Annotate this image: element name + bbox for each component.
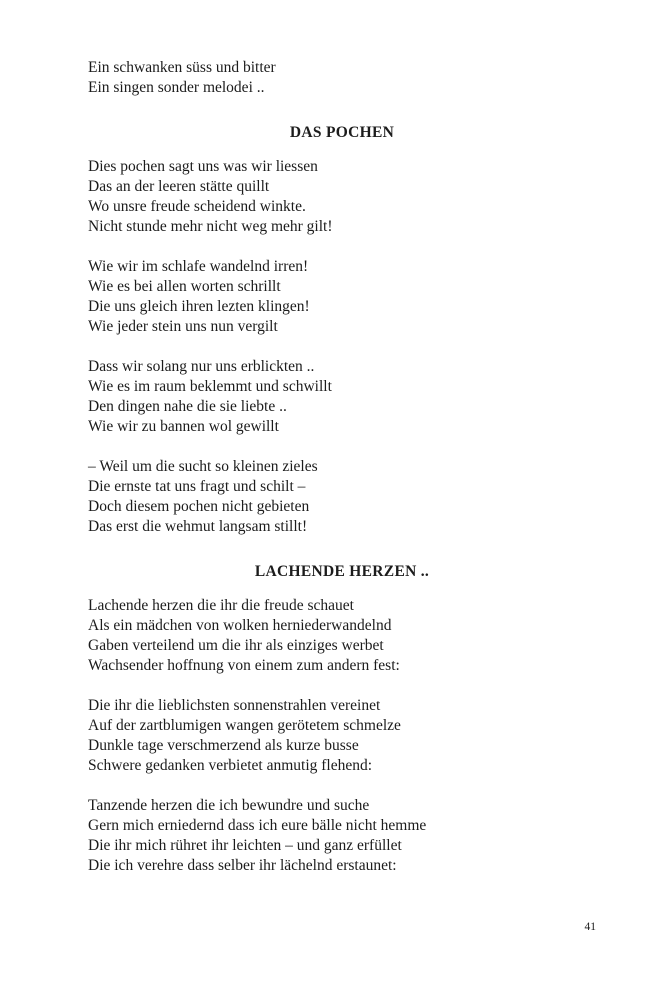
poem-line: Lachende herzen die ihr die freude schauet: [88, 597, 354, 614]
poem-title-lachende-herzen: LACHENDE HERZEN ..: [254, 563, 430, 580]
intro-stanza: [88, 58, 596, 98]
poem-line: – Weil um die sucht so kleinen zieles: [88, 458, 318, 475]
poem-line: Den dingen nahe die sie liebte ..: [88, 398, 287, 415]
poem-line: Dunkle tage verschmerzend als kurze busse: [88, 737, 359, 754]
poem-line: Wachsender hoffnung von einem zum andern fest:: [88, 657, 400, 674]
poem-line: Die ihr die lieblichsten sonnenstrahlen vereinet: [88, 697, 381, 714]
stanza: [88, 596, 596, 676]
poem-line: Dies pochen sagt uns was wir liessen: [88, 158, 318, 175]
stanza: [88, 257, 596, 337]
poem-line: Ein singen sonder melodei ..: [88, 79, 265, 96]
poem-line: Schwere gedanken verbietet anmutig flehend:: [88, 757, 373, 774]
poem-line: Wie jeder stein uns nun vergilt: [88, 318, 278, 335]
poem-line: Die ihr mich rühret ihr leichten – und ganz erfüllet: [88, 837, 402, 854]
poem-line: Tanzende herzen die ich bewundre und suche: [88, 797, 370, 814]
poem-title-das-pochen: DAS POCHEN: [289, 124, 395, 141]
poem-line: Wie es bei allen worten schrillt: [88, 278, 281, 295]
stanza: [88, 357, 596, 437]
poem-line: Gaben verteilend um die ihr als einziges werbet: [88, 637, 384, 654]
poem-line: Wie es im raum beklemmt und schwillt: [88, 378, 332, 395]
poem-line: Wo unsre freude scheidend winkte.: [88, 198, 306, 215]
poem-line: Gern mich erniedernd dass ich eure bälle nicht hemme: [88, 817, 427, 834]
poem-line: Als ein mädchen von wolken herniederwandelnd: [88, 617, 392, 634]
poem-line: Das erst die wehmut langsam stillt!: [88, 518, 308, 535]
stanza: [88, 157, 596, 237]
poem-line: Die ich verehre dass selber ihr lächelnd erstaunet:: [88, 857, 397, 874]
poem-line: Wie wir im schlafe wandelnd irren!: [88, 258, 309, 275]
poem-line: Auf der zartblumigen wangen gerötetem schmelze: [88, 717, 401, 734]
poem-line: Wie wir zu bannen wol gewillt: [88, 418, 279, 435]
stanza: [88, 796, 596, 876]
poem-line: Ein schwanken süss und bitter: [88, 59, 276, 76]
poem-line: Nicht stunde mehr nicht weg mehr gilt!: [88, 218, 333, 235]
stanza: [88, 457, 596, 537]
poem-line: Die ernste tat uns fragt und schilt –: [88, 478, 306, 495]
stanza: [88, 696, 596, 776]
page-number: 41: [584, 921, 596, 933]
poem-line: Dass wir solang nur uns erblickten ..: [88, 358, 315, 375]
poem-line: Die uns gleich ihren lezten klingen!: [88, 298, 310, 315]
poem-line: Doch diesem pochen nicht gebieten: [88, 498, 310, 515]
poem-line: Das an der leeren stätte quillt: [88, 178, 270, 195]
